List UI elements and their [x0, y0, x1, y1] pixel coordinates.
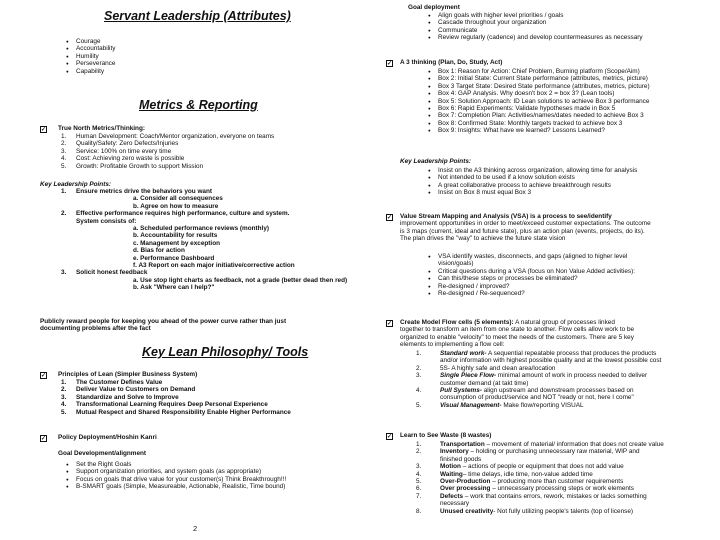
- attributes-list: [66, 38, 115, 75]
- checkbox-icon: ✓: [41, 127, 47, 133]
- policy-heading: Policy Deployment/Hoshin Kanri: [58, 434, 157, 441]
- list-item: ● Box 5: Solution Approach: ID Lean solutions to achieve Box 3 performance: [428, 98, 650, 105]
- key-points-heading: Key Leadership Points:: [40, 181, 112, 188]
- list-item: ● Re-designed / Re-sequenced?: [428, 290, 635, 297]
- vsa-bullets: [428, 253, 635, 297]
- list-item: ● Insist on the A3 thinking across organization, allowing time for analysis: [428, 167, 637, 174]
- goal-development-label: Goal Development/alignment: [58, 450, 147, 457]
- list-item: ● A great collaborative process to achieve breakthrough results: [428, 182, 637, 189]
- checkbox-icon: ✓: [41, 436, 47, 442]
- page-number: 2: [193, 524, 198, 533]
- reward-text: Publicly reward people for keeping you ahead of the power curve rather than just documenting problems after the fact: [40, 318, 287, 333]
- list-item: ● Box 8: Confirmed State: Monthly targets tracked to achieve box 3: [428, 120, 650, 127]
- flow-text: Create Model Flow cells (5 elements): A natural group of processes linked together to transform an item from one state to another. Flow cells allow work to be organized to enable "velocity" to meet the needs of the customers. There are 5 key elements to implementing a flow cell:: [400, 319, 635, 349]
- goal-deployment-bullets: [428, 12, 643, 42]
- list-item: ● Box 1: Reason for Action: Chief Problem, Burning platform (Scope/Aim): [428, 68, 650, 75]
- vsa-text: Value Stream Mapping and Analysis (VSA) is a process to see/identify improvement opportunities in order to meet/exceed customer expectations. The outcome is 3 maps (current, ideal and future state), plus an action plan (events, projects, do its). The plan drives the "way" to achieve the future state vision: [400, 213, 651, 243]
- list-item: ● Can this/these steps or processes be eliminated?: [428, 275, 635, 282]
- list-item: ● Align goals with higher level priorities / goals: [428, 12, 643, 19]
- policy-bullets: [66, 461, 286, 491]
- true-north-heading: True North Metrics/Thinking:: [58, 125, 145, 132]
- true-north-list: 1. Human Development: Coach/Mentor organization, everyone on teams 2. Quality/Safety: Zero Defects/Injuries 3. Service: 100% on time every time 4. Cost: Achieving zero waste is possible 5. Growth: Profitable Growth to support Mission: [61, 133, 275, 170]
- a3-key-bullets: [428, 167, 637, 197]
- checkbox-icon: ✓: [387, 321, 393, 327]
- checkbox-icon: ✓: [387, 61, 393, 67]
- goal-deployment-heading: Goal deployment: [408, 4, 460, 11]
- list-item: ● Critical questions during a VSA (focus on Non Value Added activities):: [428, 268, 635, 275]
- list-item: ● Review regularly (cadence) and develop countermeasures as necessary: [428, 34, 643, 41]
- checkbox-icon: ✓: [41, 373, 47, 379]
- list-item: ● Focus on goals that drive value for your customer(s) Think Breakthrough!!!: [66, 476, 286, 483]
- list-item: ● Accountability: [66, 45, 115, 52]
- list-item: ● Box 2: Initial State: Current State performance (attributes, metrics, picture): [428, 75, 650, 82]
- list-item: ● Box 6: Rapid Experiments: Validate hypotheses made in Box 5: [428, 105, 650, 112]
- philosophy-title: Key Lean Philosophy/ Tools: [142, 345, 309, 359]
- list-item: ● Set the Right Goals: [66, 461, 286, 468]
- checkbox-icon: ✓: [387, 434, 393, 440]
- a3-heading: A 3 thinking (Plan, Do, Study, Act): [400, 59, 503, 66]
- checkbox-icon: ✓: [387, 215, 393, 221]
- principles-list: 1. The Customer Defines Value 2. Deliver Value to Customers on Demand 3. Standardize and Solve to Improve 4. Transformational Learning Requires Deep Personal Experience 5. Mutual Respect and Shared Responsibility Enable Higher Performance: [61, 379, 291, 416]
- list-item: ● Box 7: Completion Plan: Activities/names/dates needed to achieve Box 3: [428, 112, 650, 119]
- list-item: ● Not intended to be used if a know solution exists: [428, 174, 637, 181]
- waste-list: 1. Transportation – movement of material/ information that does not create value 2. Inventory – holding or purchasing unnecessary raw material, WIP and finished goods 3. Motion – actions of people or equipment that does not add value 4. Waiting– time delays, idle time, non-value added time 5. Over-Production – producing more than customer requirements 6. Over processing – unnecessary processing steps or work elements 7. Defects – work that contains errors, rework, mistakes or lacks something necessary 8. Unused creativity- Not fully utilizing people's talents (top of license): [416, 441, 664, 515]
- list-item: ● Perseverance: [66, 60, 115, 67]
- principles-heading: Principles of Lean (Simpler Business System): [58, 371, 198, 378]
- attributes-title: Servant Leadership (Attributes): [104, 9, 291, 23]
- list-item: ● Communicate: [428, 27, 643, 34]
- flow-list: 1. Standard work- A sequential repeatable process that produces the products and/or information with highest possible quality and at the lowest possible cost 2. 5S- A highly safe and clean area/location 3. Single Piece Flow- minimal amount of work in process needed to deliver customer demand (at takt time) 4. Pull Systems- align upstream and downstream processes based on consumption of product/service and NOT "ready or not, here I come" 5. Visual Management- Make flow/reporting VISUAL: [416, 350, 662, 409]
- key-points-list: 1. Ensure metrics drive the behaviors you want a. Consider all consequences b. Agree on how to measure 2. Effective performance requires high performance, culture and system. System consists of: a. Scheduled performance reviews (monthly) b. Accountability for results c. Management by exception d. Bias for action e. Performance Dashboard f. A3 Report on each major initiative/corrective action 3. Solicit honest feedback a. Use stop light charts as feedback, not a grade (better dead then red) b. Ask "Where can I help?": [61, 188, 348, 292]
- list-item: ● Box 4: GAP Analysis. Why doesn't box 2 = box 3? (Lean tools): [428, 90, 650, 97]
- list-item: ● Cascade throughout your organization: [428, 19, 643, 26]
- list-item: ● VSA identify wastes, disconnects, and gaps (aligned to higher level vision/goals): [428, 253, 635, 268]
- list-item: ● Re-designed / improved?: [428, 283, 635, 290]
- list-item: ● Support organization priorities, and system goals (as appropriate): [66, 468, 286, 475]
- metrics-title: Metrics & Reporting: [139, 98, 258, 112]
- a3-boxes: [428, 68, 650, 135]
- list-item: ● Capability: [66, 68, 115, 75]
- list-item: ● Box 3 Target State: Desired State performance (attributes, metrics, picture): [428, 83, 650, 90]
- list-item: ● Courage: [66, 38, 115, 45]
- list-item: ● Insist on Box 8 must equal Box 3: [428, 189, 637, 196]
- a3-key-heading: Key Leadership Points:: [400, 158, 472, 165]
- waste-heading: Learn to See Waste (8 wastes): [400, 432, 492, 439]
- list-item: ● B-SMART goals (Simple, Measureable, Actionable, Realistic, Time bound): [66, 483, 286, 490]
- list-item: ● Humility: [66, 53, 115, 60]
- list-item: ● Box 9: Insights: What have we learned? Lessons Learned?: [428, 127, 650, 134]
